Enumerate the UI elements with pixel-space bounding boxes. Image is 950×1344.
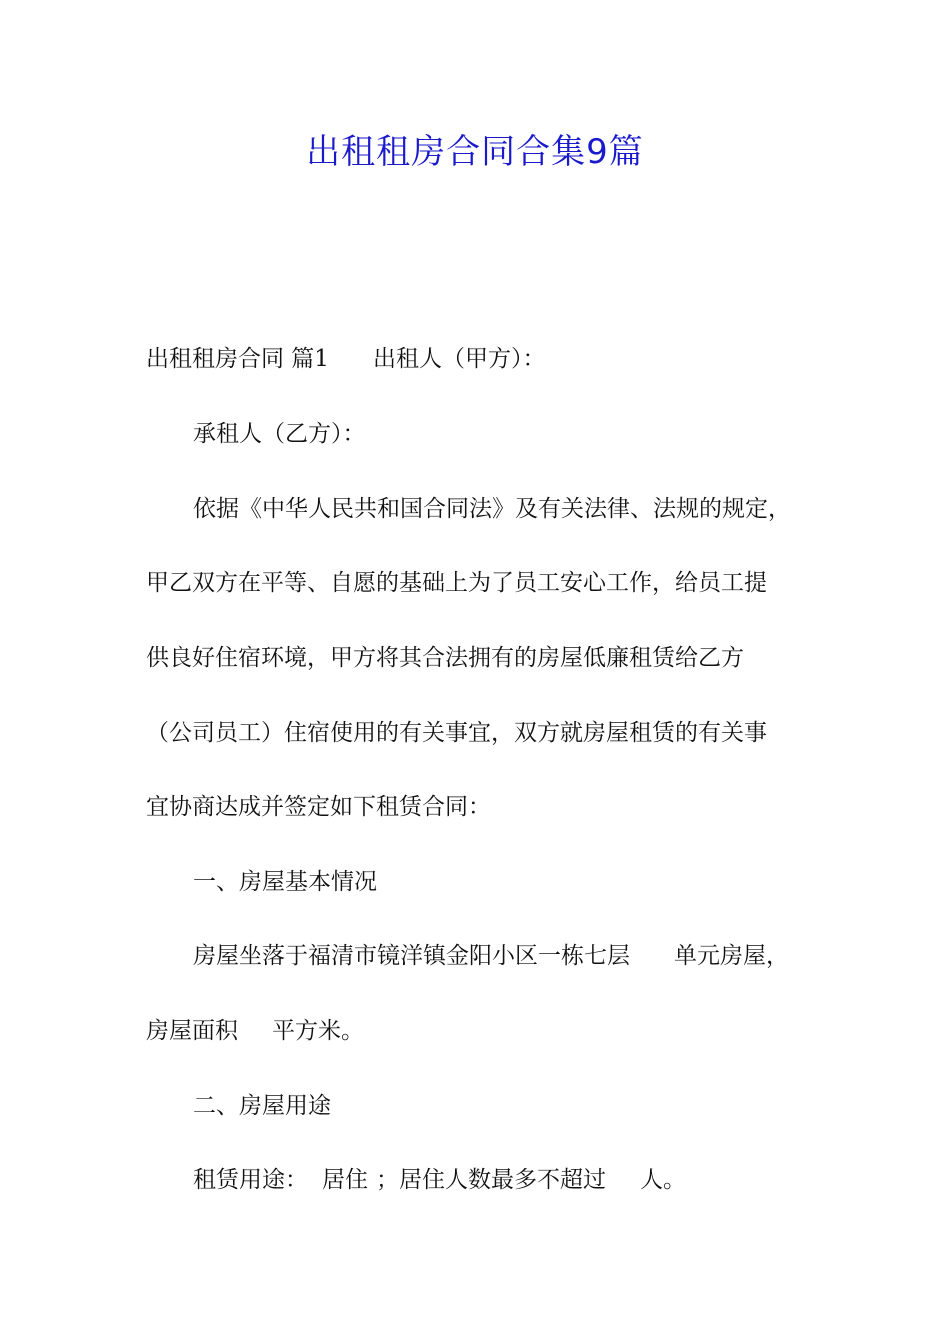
lessor-label: 出租人（甲方）： bbox=[372, 346, 546, 372]
paragraph-line: 供良好住宿环境，甲方将其合法拥有的房屋低廉租赁给乙方 bbox=[146, 645, 744, 671]
paragraph-line bbox=[193, 940, 789, 972]
document-title: 出租租房合同合集9篇 bbox=[306, 132, 644, 172]
occupants-label: ；居住人数最多不超过 bbox=[376, 1167, 606, 1193]
lessee-label: 承租人（乙方）： bbox=[193, 421, 366, 447]
address-text: 房屋坐落于福清市镜洋镇金阳小区一栋七层 bbox=[193, 943, 630, 969]
paragraph-line: （公司员工）住宿使用的有关事宜，双方就房屋租赁的有关事 bbox=[146, 720, 767, 746]
section-heading: 一、房屋基本情况 bbox=[193, 869, 377, 895]
area-label: 房屋面积 bbox=[146, 1018, 238, 1044]
paragraph-line bbox=[193, 1164, 686, 1196]
paragraph-line bbox=[146, 343, 545, 375]
unit-text: 单元房屋， bbox=[674, 943, 789, 969]
contract-section-heading: 出租租房合同 篇1 bbox=[146, 346, 329, 372]
area-unit: 平方米。 bbox=[272, 1018, 364, 1044]
usage-value: 居住 bbox=[322, 1167, 368, 1193]
paragraph-line: 依据《中华人民共和国合同法》及有关法律、法规的规定， bbox=[193, 496, 791, 522]
paragraph-line: 甲乙双方在平等、自愿的基础上为了员工安心工作，给员工提 bbox=[146, 570, 767, 596]
paragraph-line: 宜协商达成并签定如下租赁合同： bbox=[146, 794, 491, 820]
usage-label: 租赁用途： bbox=[193, 1167, 308, 1193]
section-heading: 二、房屋用途 bbox=[193, 1093, 331, 1119]
occupants-unit: 人。 bbox=[640, 1167, 686, 1193]
paragraph-line bbox=[146, 1015, 364, 1047]
